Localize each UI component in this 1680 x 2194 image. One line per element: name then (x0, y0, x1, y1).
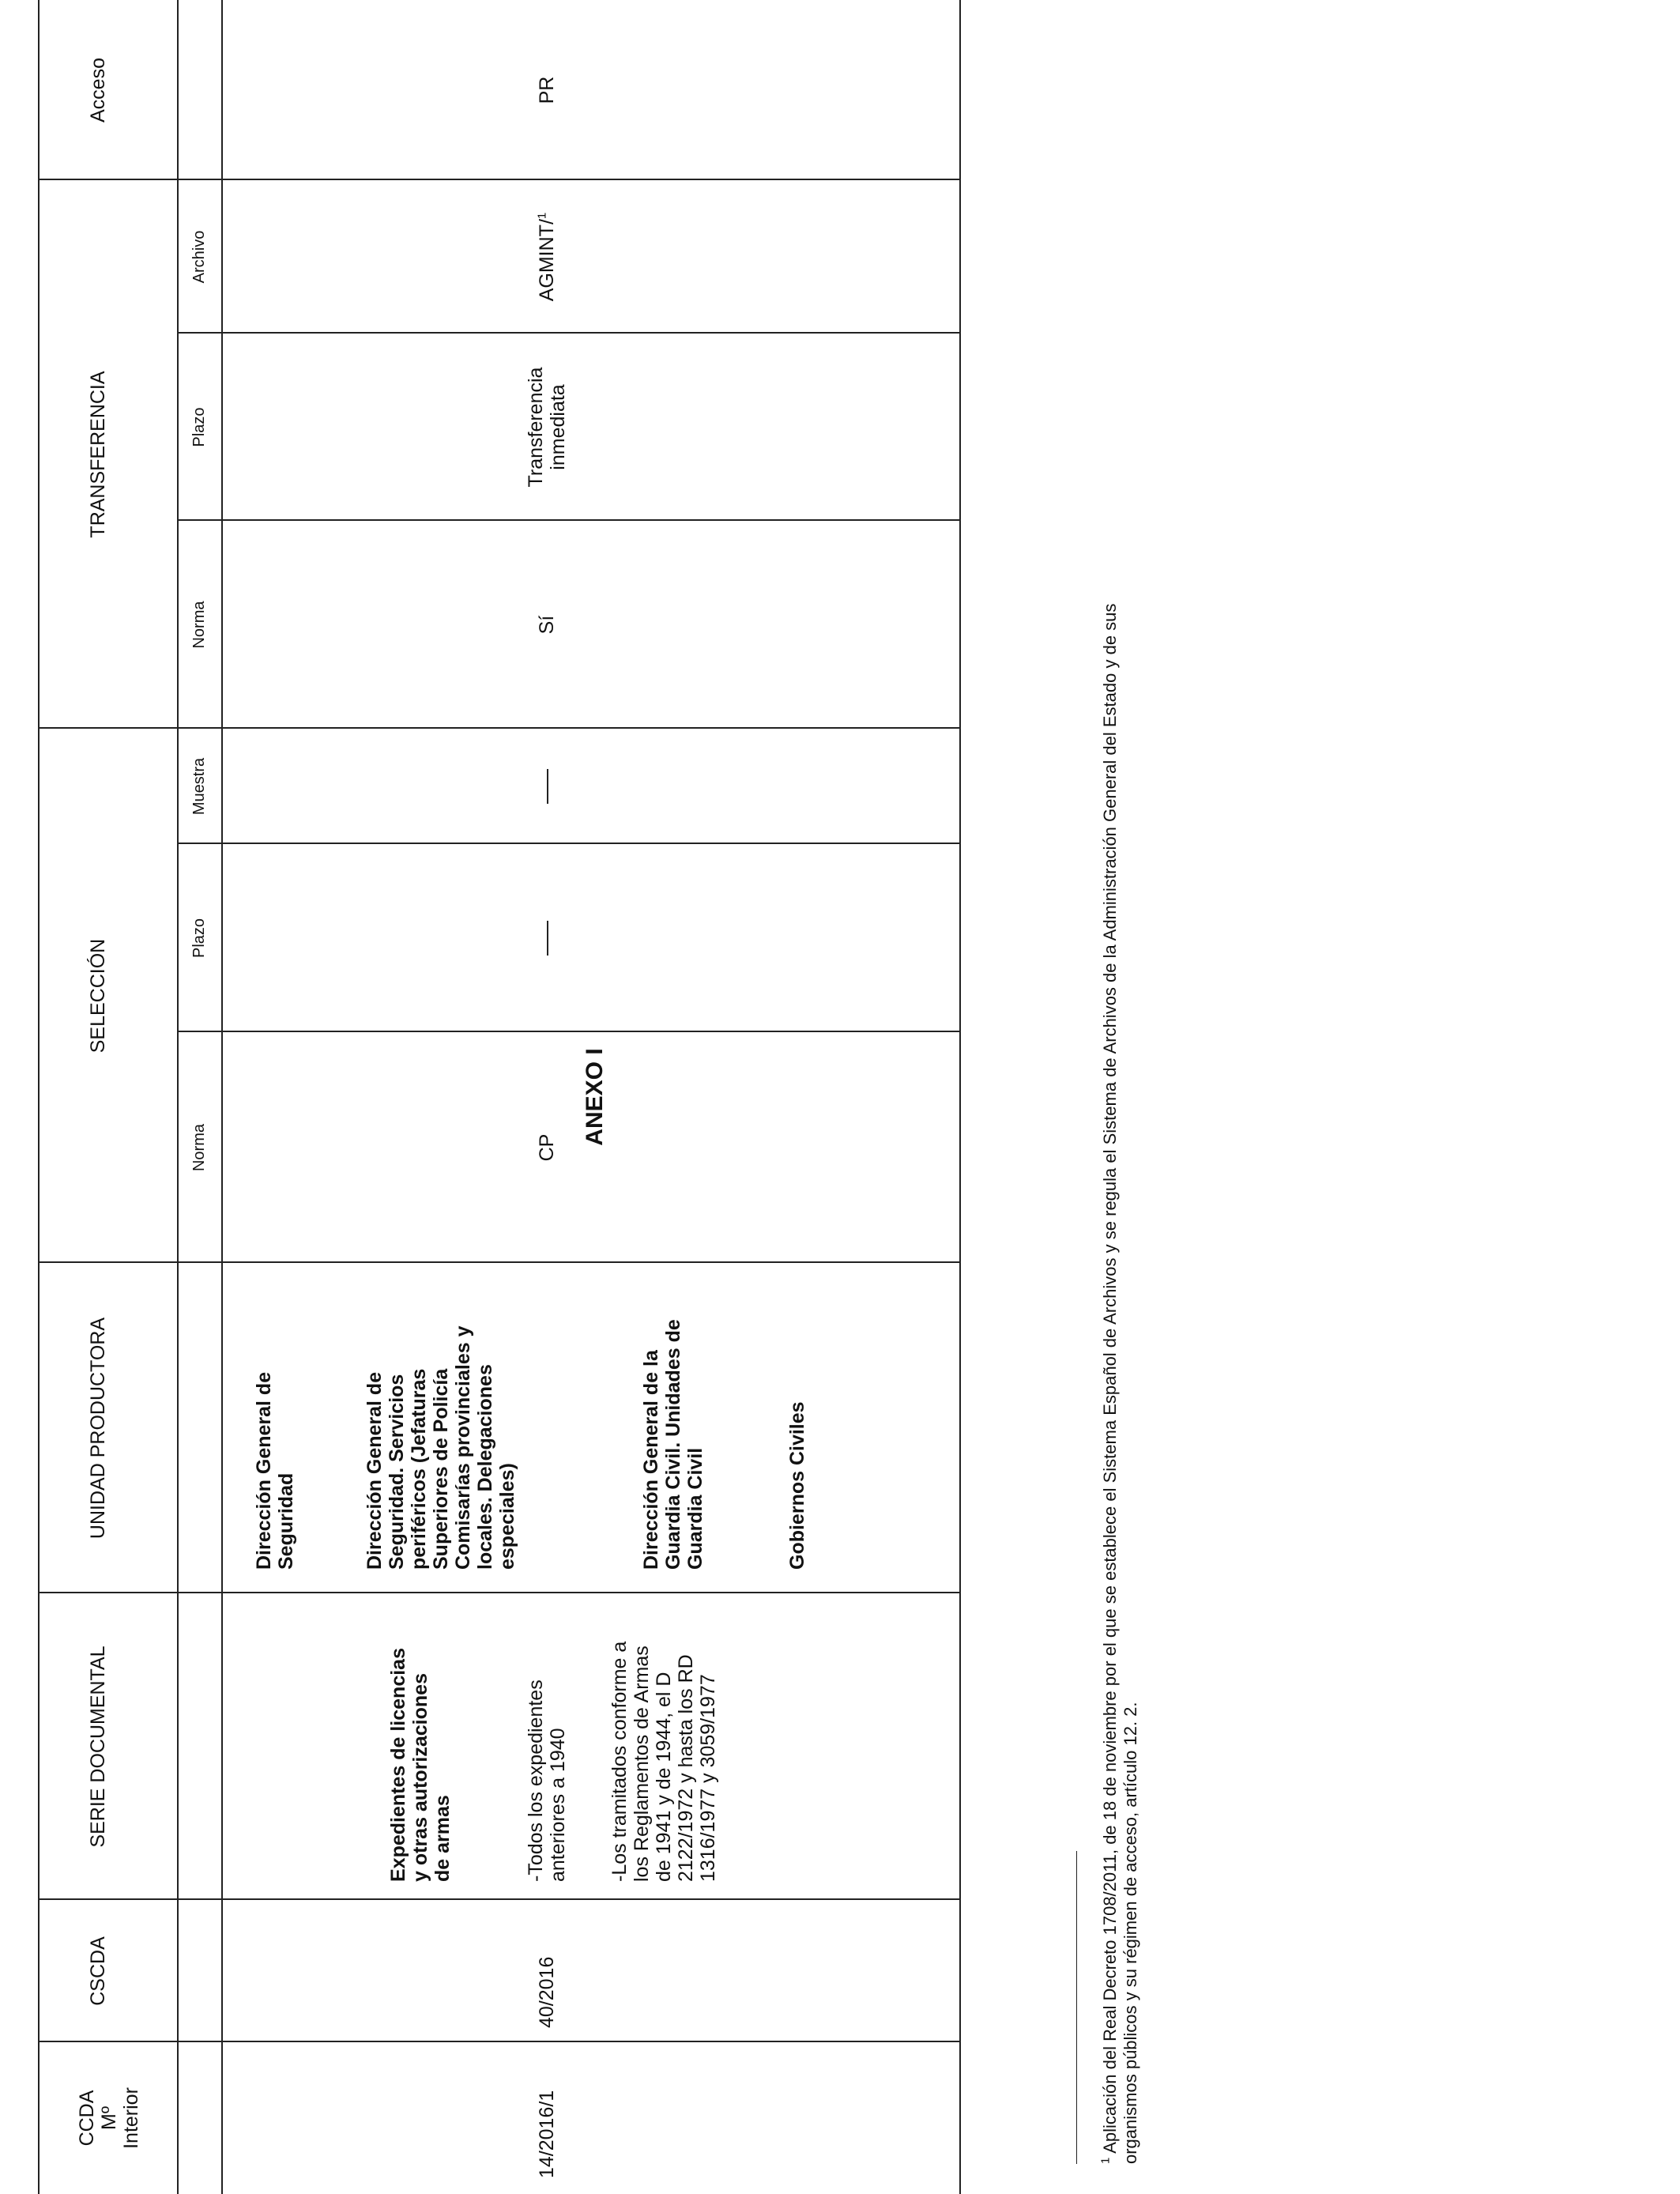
cell-acceso: PR (536, 76, 558, 104)
subheader-transferencia-norma: Norma (190, 601, 208, 649)
cell-seleccion-plazo-dash (547, 921, 548, 956)
archivo-value: AGMINT/ (536, 219, 558, 302)
header-serie: SERIE DOCUMENTAL (87, 1646, 109, 1848)
col-sep-transferencia (38, 179, 961, 180)
table-bottom-border (959, 0, 961, 2194)
col-sep-seleccion (38, 727, 961, 729)
footnote-marker: 1 (1098, 2157, 1113, 2164)
header-transferencia: TRANSFERENCIA (87, 371, 109, 538)
col-sep-tr-plazo (177, 332, 961, 334)
header-unidad: UNIDAD PRODUCTORA (87, 1317, 109, 1540)
header-bottom-border (221, 0, 223, 2194)
serie-title: Expedientes de licencias y otras autorizaciones de armas (387, 1648, 454, 1882)
col-sep-ccda (38, 2041, 961, 2042)
subheader-seleccion-muestra: Muestra (190, 757, 208, 816)
unidad-item-3: Dirección General de la Guardia Civil. Unidades de Guardia Civil (640, 1319, 706, 1570)
header-ccda: CCDA Mº Interior (76, 2087, 142, 2149)
unidad-item-2: Dirección General de Seguridad. Servicios periféricos (Jefaturas Superiores de Policía Comisarías provinciales y locales. Delegaciones especiales) (363, 1325, 518, 1570)
unidad-item-1: Dirección General de Seguridad (253, 1371, 297, 1570)
footnote-rule (1076, 1851, 1077, 2164)
serie-item-1: -Todos los expedientes anteriores a 1940 (525, 1679, 569, 1882)
cell-seleccion-muestra-dash (547, 769, 548, 804)
col-sep-unidad (38, 1261, 961, 1263)
unidad-item-4: Gobiernos Civiles (786, 1401, 808, 1570)
header-sub-divider (177, 0, 179, 2194)
header-seleccion: SELECCIÓN (87, 938, 109, 1054)
subheader-seleccion-plazo: Plazo (190, 918, 208, 959)
serie-item-2: -Los tramitados conforme a los Reglamentos de Armas de 1941 y de 1944, el D 2122/1972 y hasta los RD 1316/1977 y 3059/1977 (608, 1641, 719, 1882)
col-sep-serie (38, 1592, 961, 1593)
header-cscda: CSCDA (87, 1936, 109, 2006)
subheader-transferencia-plazo: Plazo (190, 407, 208, 447)
annex-title: ANEXO I (582, 1048, 608, 1146)
header-acceso: Acceso (87, 58, 109, 123)
archivo-footnote-ref: 1 (535, 212, 549, 220)
col-sep-tr-norma (177, 519, 961, 521)
cell-transferencia-plazo: Transferencia inmediata (525, 367, 569, 488)
subheader-seleccion-norma: Norma (190, 1124, 208, 1172)
footnote (1100, 520, 1141, 2164)
cell-ccda: 14/2016/1 (536, 2090, 558, 2178)
col-sep-cscda (38, 1898, 961, 1900)
table-top-border (38, 0, 40, 2194)
cell-cscda: 40/2016 (536, 1956, 558, 2028)
subheader-transferencia-archivo: Archivo (190, 230, 208, 284)
cell-seleccion-norma: CP (536, 1133, 558, 1162)
cell-transferencia-archivo (536, 185, 558, 329)
col-sep-sel-norma (177, 1031, 961, 1032)
cell-transferencia-norma: Sí (536, 615, 558, 635)
col-sep-sel-plazo (177, 843, 961, 844)
footnote-text: Aplicación del Real Decreto 1708/2011, de 18 de noviembre por el que se establece el Sistema Español de Archivos y se regula el Sistema de Archivos de la Administración General del Estado y de sus organismos públicos y su régimen de acceso, artículo 12. 2. (1100, 603, 1140, 2164)
